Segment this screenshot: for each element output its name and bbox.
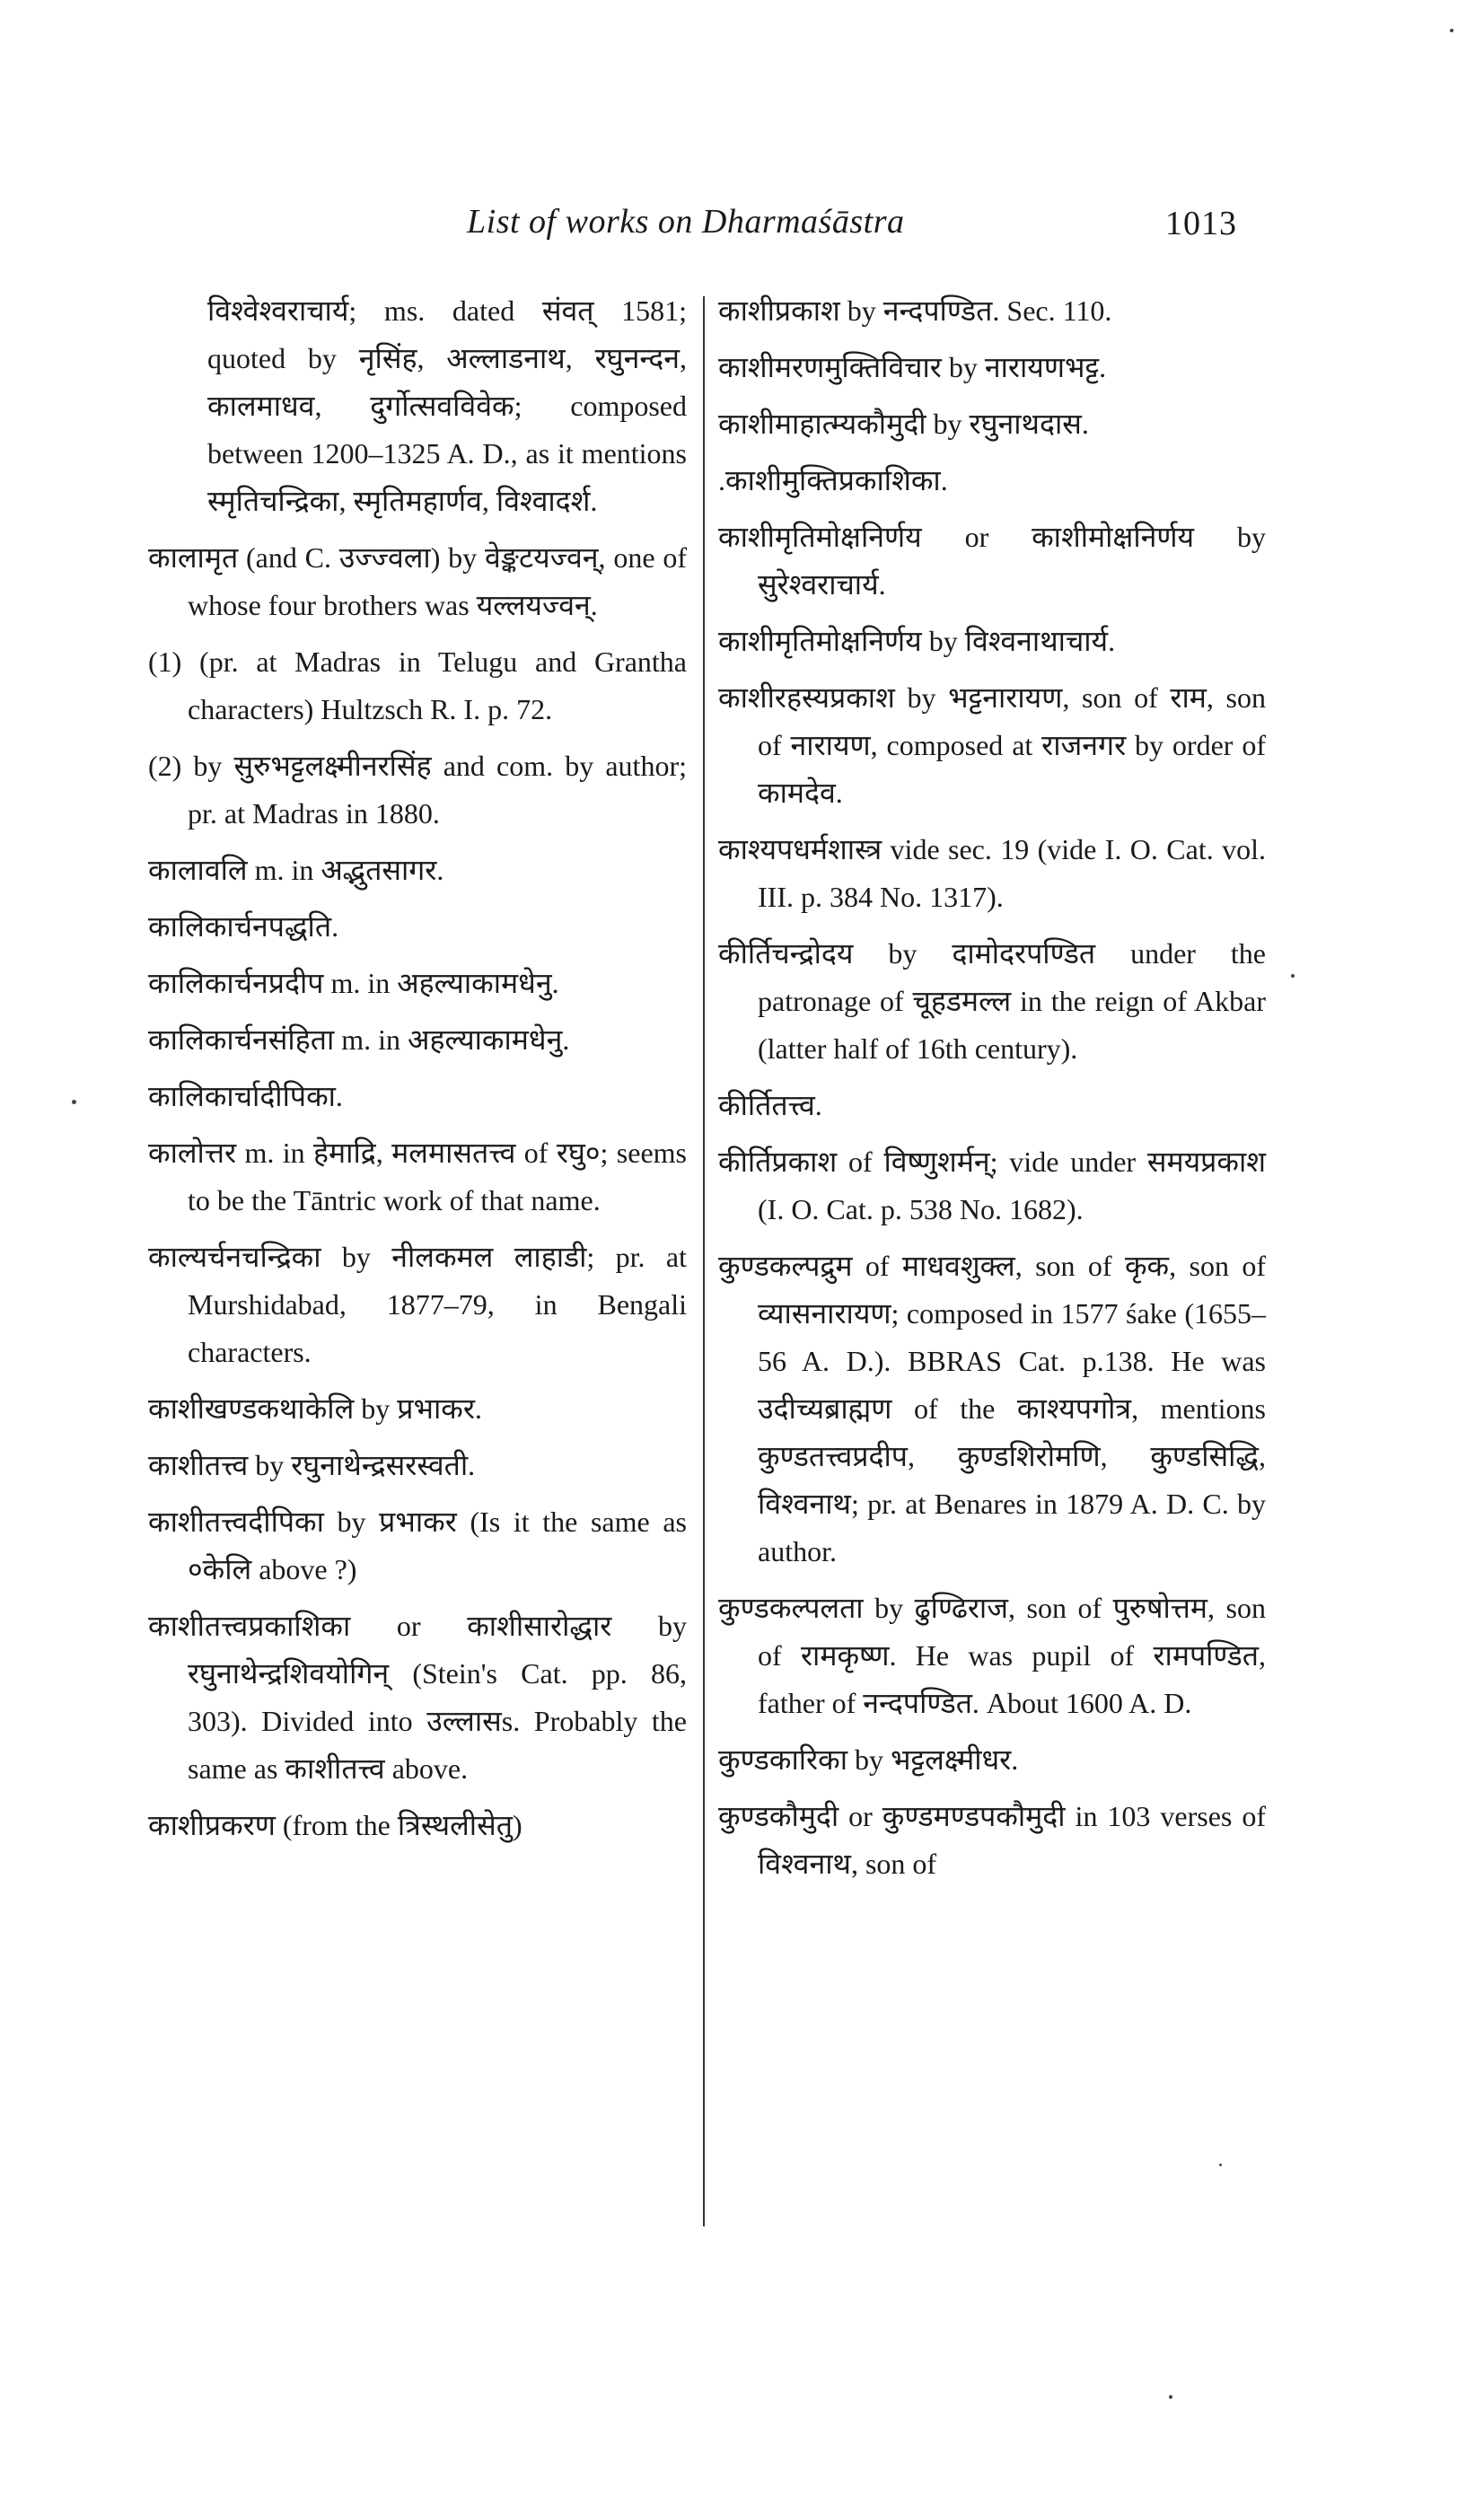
entry-kasimrtimoksanirnaya-1: काशीमृतिमोक्षनिर्णय or काशीमोक्षनिर्णय by सुरेश्वराचार्य. xyxy=(718,521,1266,601)
entry-kalikarcanapradipa: कालिकार्चनप्रदीप m. in अहल्याकामधेनु. xyxy=(148,967,559,999)
entry-kasimuktiprakasika: .काशीमुक्तिप्रकाशिका. xyxy=(718,464,948,496)
scan-speck xyxy=(1219,2164,1222,2166)
entry-kalottara: कालोत्तर m. in हेमाद्रि, मलमासतत्त्व of रघु०; seems to be the Tāntric work of that name. xyxy=(148,1137,687,1216)
right-column xyxy=(718,287,1266,1897)
scan-speck xyxy=(1291,974,1295,978)
entry-kasimrtimoksanirnaya-2: काशीमृतिमोक्षनिर्णय by विश्वनाथाचार्य. xyxy=(718,625,1116,657)
entry-kalikarcadipika: कालिकार्चादीपिका. xyxy=(148,1080,343,1112)
sub-entry-1: (1) (pr. at Madras in Telugu and Grantha characters) Hultzsch R. I. p. 72. xyxy=(148,645,687,725)
entry-kirtitattva: कीर्तितत्त्व. xyxy=(718,1089,822,1121)
entry-kasimahatmyakaumudi: काशीमाहात्म्यकौमुदी by रघुनाथदास. xyxy=(718,408,1089,440)
entry-kasiprakasa: काशीप्रकाश by नन्दपण्डित. Sec. 110. xyxy=(718,294,1112,327)
entry-kasimaranamuktivicara: काशीमरणमुक्तिविचार by नारायणभट्ट. xyxy=(718,351,1107,383)
running-head xyxy=(0,202,1484,256)
entry-kasitattva: काशीतत्त्व by रघुनाथेन्द्रसरस्वती. xyxy=(148,1449,476,1481)
page-number: 1013 xyxy=(1165,205,1237,242)
entry-kalikarcanasamhita: कालिकार्चनसंहिता m. in अहल्याकामधेनु. xyxy=(148,1023,570,1056)
entry-kirtiprakasa: कीर्तिप्रकाश of विष्णुशर्मन्; vide under समयप्रकाश (I. O. Cat. p. 538 No. 1682). xyxy=(718,1146,1266,1225)
entry-kasiprakarana: काशीप्रकरण (from the त्रिस्थलीसेतु) xyxy=(148,1809,522,1841)
entry-kasitattvaprakasika: काशीतत्त्वप्रकाशिका or काशीसारोद्धार by रघुनाथेन्द्रशिवयोगिन् (Stein's Cat. pp. 86, 303). Divided into उल्लासs. Probably the same as काशीतत्त्व above. xyxy=(148,1610,687,1785)
entry-kundakarika: कुण्डकारिका by भट्टलक्ष्मीधर. xyxy=(718,1743,1019,1776)
entry-kasyapadharmasastra: काश्यपधर्मशास्त्र vide sec. 19 (vide I. O. Cat. vol. III. p. 384 No. 1317). xyxy=(718,833,1266,913)
entry-kirticandrodaya: कीर्तिचन्द्रोदय by दामोदरपण्डित under the patronage of चूहडमल्ल in the reign of Akbar (latter half of 16th century). xyxy=(718,937,1266,1065)
entry-kalavali: कालावलि m. in अद्भुतसागर. xyxy=(148,854,444,886)
entry-kasitattvadipika: काशीतत्त्वदीपिका by प्रभाकर (Is it the same as ०केलि above ?) xyxy=(148,1506,687,1585)
entry-kasikhandakathakeli: काशीखण्डकथाकेलि by प्रभाकर. xyxy=(148,1392,482,1425)
entry-kundakalpalata: कुण्डकल्पलता by ढुण्ढिराज, son of पुरुषोत्तम, son of रामकृष्ण. He was pupil of रामपण्डित, father of नन्दपण्डित. About 1600 A. D. xyxy=(718,1592,1266,1719)
column-divider xyxy=(703,296,705,2226)
scan-speck xyxy=(1450,29,1453,32)
scan-speck xyxy=(1169,2395,1172,2399)
sub-entry-2: (2) by सुरुभट्टलक्ष्मीनरसिंह and com. by author; pr. at Madras in 1880. xyxy=(148,750,687,830)
entry-kasirahasyaprakasa: काशीरहस्यप्रकाश by भट्टनारायण, son of राम, son of नारायण, composed at राजनगर by order of कामदेव. xyxy=(718,681,1266,809)
entry-kalyarcanacandrika: काल्यर्चनचन्द्रिका by नीलकमल लाहाडी; pr. at Murshidabad, 1877–79, in Bengali characters. xyxy=(148,1241,687,1368)
entry-kalikarcanapaddhati: कालिकार्चनपद्धति. xyxy=(148,910,339,943)
left-column xyxy=(148,287,687,1858)
entry-continuation: विश्वेश्वराचार्य; ms. dated संवत् 1581; quoted by नृसिंह, अल्लाडनाथ, रघुनन्दन, कालमाधव, दुर्गोत्सवविवेक; composed between 1200–1325 A. D., as it mentions स्मृतिचन्द्रिका, स्मृतिमहार्णव, विश्वादर्श. xyxy=(207,294,687,517)
entry-kundakaumudi: कुण्डकौमुदी or कुण्डमण्डपकौमुदी in 103 verses of विश्वनाथ, son of xyxy=(718,1800,1266,1880)
running-title: List of works on Dharmaśāstra xyxy=(467,203,905,241)
entry-kundakalpadruma: कुण्डकल्पद्रुम of माधवशुक्ल, son of कृक, son of व्यासनारायण; composed in 1577 śake (1655–56 A. D.). BBRAS Cat. p.138. He was उदीच्यब्राह्मण of the काश्यपगोत्र, mentions कुण्डतत्त्वप्रदीप, कुण्डशिरोमणि, कुण्डसिद्धि, विश्वनाथ; pr. at Benares in 1879 A. D. C. by author. xyxy=(718,1250,1266,1567)
entry-kalamrta: कालामृत (and C. उज्ज्वला) by वेङ्कटयज्वन्, one of whose four brothers was यल्लयज्वन्. xyxy=(148,541,687,621)
scan-speck xyxy=(72,1100,76,1104)
